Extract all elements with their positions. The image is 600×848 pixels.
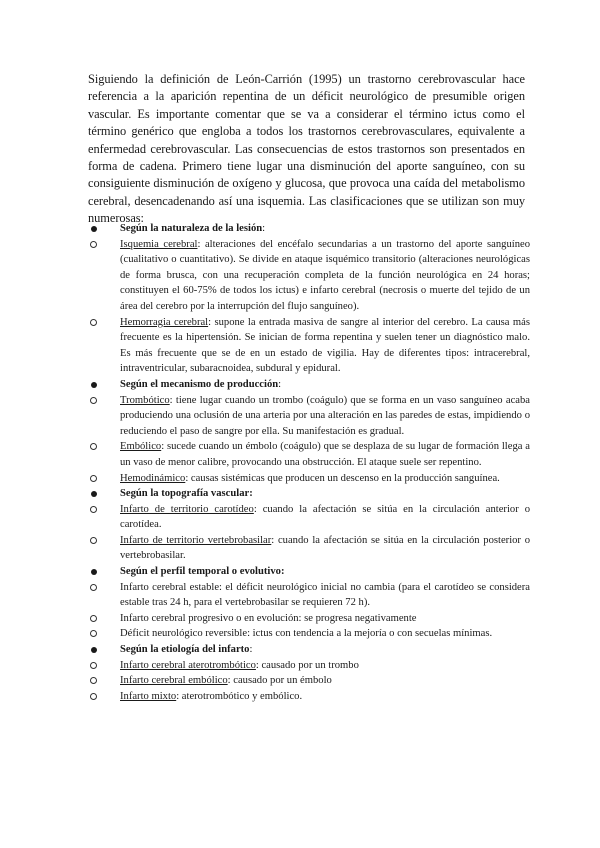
section-heading: [90, 221, 530, 237]
list-item: [90, 673, 530, 689]
list-item: [90, 237, 530, 315]
section-title-suffix: :: [278, 378, 282, 390]
item-text: : tiene lugar cuando un trombo (coágulo) que se forma en un vaso sanguíneo acaba produciendo una oclusión de una arteria por una alteración en las paredes de estas, impidiendo o reduciendo el paso de sangre por ella. Su manifestación es gradual.: [120, 394, 530, 437]
item-term: Hemorragia cerebral: [120, 316, 209, 328]
item-text: Infarto cerebral estable: el déficit neurológico inicial no cambia (para el carotídeo se considera estable tras 24 h, para el vertebrobasilar se requieren 72 h).: [120, 581, 530, 609]
section-heading: [90, 564, 530, 580]
section-title-suffix: :: [249, 644, 253, 656]
hollow-bullet-icon: [90, 241, 97, 248]
item-term: Isquemia cerebral: [120, 238, 198, 250]
item-term: Infarto de territorio carotídeo: [120, 503, 254, 515]
list-item: [90, 471, 530, 487]
item-term: Infarto de territorio vertebrobasilar: [120, 534, 272, 546]
list-item: [90, 626, 530, 642]
item-term: Infarto cerebral embólico: [120, 675, 228, 687]
hollow-bullet-icon: [90, 319, 97, 326]
list-item: [90, 533, 530, 564]
list-item: [90, 611, 530, 627]
hollow-bullet-icon: [90, 397, 97, 404]
classification-list: [90, 221, 530, 704]
section-heading: [90, 642, 530, 658]
filled-bullet-icon: [91, 569, 97, 575]
hollow-bullet-icon: [90, 615, 97, 622]
hollow-bullet-icon: [90, 677, 97, 684]
list-item: [90, 689, 530, 705]
section-title: Según la etiología del infarto: [120, 644, 250, 656]
section-heading: [90, 486, 530, 502]
hollow-bullet-icon: [90, 537, 97, 544]
filled-bullet-icon: [91, 226, 97, 232]
item-text: : alteraciones del encéfalo secundarias a un trastorno del aporte sanguíneo (cualitativo o cuantitativo). Se divide en ataque isquémico transitorio (alteraciones neurológicas de forma brusca, con una recuperación completa de la función neurológica en 24 horas; constituyen el 60-75% de todos los ictus) e infarto cerebral (necrosis o muerte del tejido de un área del cerebro por la interrupción del flujo sanguíneo).: [120, 238, 530, 312]
hollow-bullet-icon: [90, 630, 97, 637]
item-term: Trombótico: [120, 394, 170, 406]
item-text: : cuando la afectación se sitúa en la circulación posterior o vertebrobasilar.: [120, 534, 531, 562]
list-item: [90, 315, 530, 377]
hollow-bullet-icon: [90, 475, 97, 482]
item-text: : causado por un émbolo: [227, 675, 332, 687]
section-heading: [90, 377, 530, 393]
item-text: : causado por un trombo: [255, 659, 359, 671]
item-text: : causas sistémicas que producen un descenso en la producción sanguínea.: [185, 472, 500, 484]
intro-paragraph: Siguiendo la definición de León-Carrión (1995) un trastorno cerebrovascular hace referencia a la aparición repentina de un déficit neurológico de presumible origen vascular. Es importante comentar que se va a considerar el término ictus como el término genérico que engloba a todos los trastornos cerebrovasculares, equivalente a enfermedad cerebrovascular. Las consecuencias de estos trastornos son presentados en forma de cadena. Primero tiene lugar una disminución del aporte sanguíneo, con su consiguiente disminución de oxígeno y glucosa, que provoca una caída del metabolismo cerebral, desencadenando así una isquemia. Las clasificaciones que se utilizan son muy numerosas:: [88, 72, 525, 226]
hollow-bullet-icon: [90, 584, 97, 591]
item-text: : cuando la afectación se sitúa en la circulación anterior o carotídea.: [120, 503, 530, 531]
filled-bullet-icon: [91, 491, 97, 497]
item-text: Infarto cerebral progresivo o en evolución: se progresa negativamente: [120, 612, 417, 624]
item-term: Infarto cerebral aterotrombótico: [120, 659, 256, 671]
hollow-bullet-icon: [90, 443, 97, 450]
list-item: [90, 439, 530, 470]
section-title: Según la topografía vascular:: [120, 488, 253, 500]
section-title: Según el mecanismo de producción: [120, 378, 279, 390]
filled-bullet-icon: [91, 647, 97, 653]
hollow-bullet-icon: [90, 662, 97, 669]
item-term: Hemodinámico: [120, 472, 186, 484]
hollow-bullet-icon: [90, 506, 97, 513]
item-term: Embólico: [120, 441, 162, 453]
section-title: Según el perfil temporal o evolutivo:: [120, 566, 285, 578]
item-text: : supone la entrada masiva de sangre al interior del cerebro. La causa más frecuente es la hipertensión. Se inician de forma repentina y suelen tener un diagnóstico malo. Es más frecuente que se de en un estado de vigilia. Hay de diferentes tipos: intracerebral, intraventricular, subaracnoidea, subdural y epidural.: [120, 316, 531, 375]
item-text: : aterotrombótico y embólico.: [176, 690, 303, 702]
list-item: [90, 502, 530, 533]
section-title: Según la naturaleza de la lesión: [120, 223, 263, 234]
list-item: [90, 580, 530, 611]
hollow-bullet-icon: [90, 693, 97, 700]
item-text: : sucede cuando un émbolo (coágulo) que se desplaza de su lugar de formación llega a un vaso de menor calibre, provocando una obstrucción. El ataque suele ser repentino.: [120, 441, 530, 468]
item-text: Déficit neurológico reversible: ictus con tendencia a la mejoría o con secuelas mínimas.: [120, 628, 493, 640]
list-item: [90, 658, 530, 674]
section-title-suffix: :: [262, 223, 266, 234]
filled-bullet-icon: [91, 382, 97, 388]
list-item: [90, 393, 530, 440]
item-term: Infarto mixto: [120, 690, 177, 702]
